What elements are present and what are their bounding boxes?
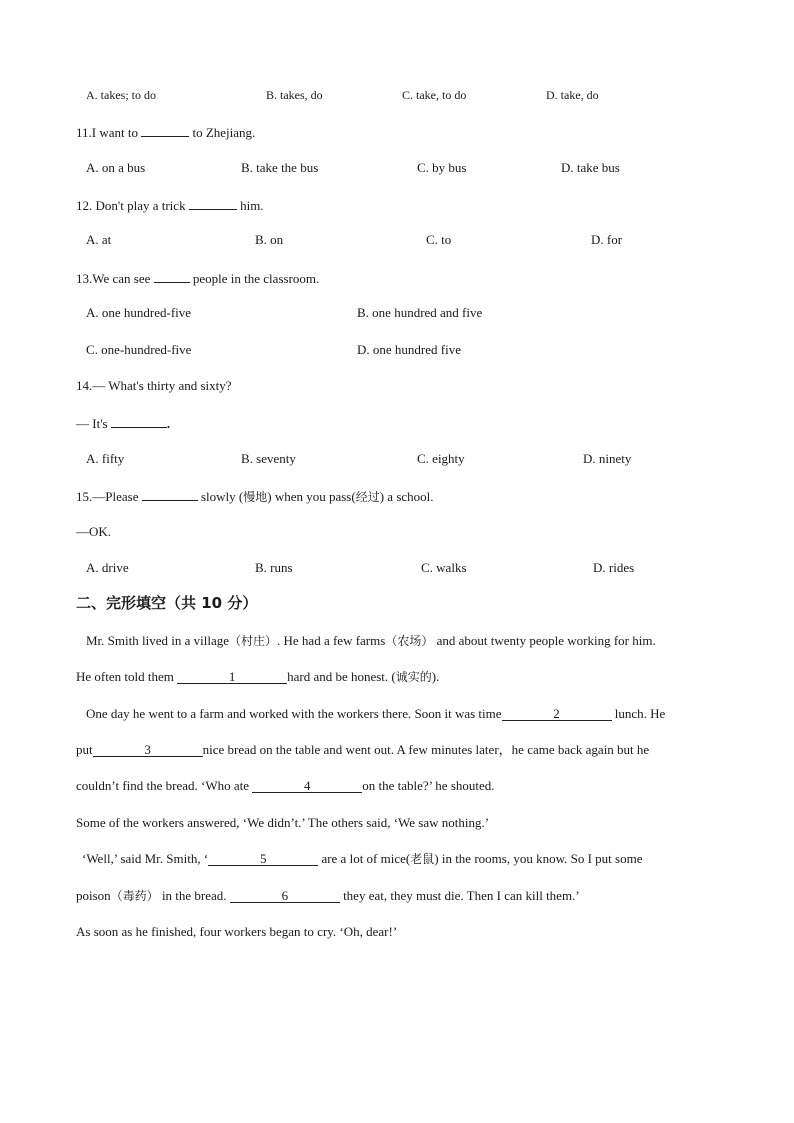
blank-2: 2: [502, 707, 612, 721]
q10-option-b: B. takes, do: [266, 88, 323, 102]
q11-option-d: D. take bus: [561, 160, 620, 175]
q14-option-b: B. seventy: [241, 451, 296, 466]
q12-stem-after: him.: [236, 198, 264, 213]
q11-stem-before: 11.I want to: [76, 125, 142, 140]
q11-stem-after: to Zhejiang.: [189, 125, 256, 140]
passage-text: he came back again but he: [511, 742, 650, 757]
passage-line-7: [82, 851, 642, 867]
passage-text: ).: [431, 669, 440, 684]
q11-option-b: B. take the bus: [241, 160, 319, 175]
passage-text: One day he went to a farm and worked with the workers there. Soon it was time: [86, 706, 502, 721]
passage-text: they eat, they must die. Then I can kill them.’: [339, 888, 580, 903]
passage-text: He often told them: [76, 669, 178, 684]
passage-line-9: As soon as he finished, four workers began to cry. ‘Oh, dear!’: [76, 924, 398, 939]
q13-blank: [154, 269, 190, 283]
blank-4: 4: [252, 779, 362, 793]
q11-option-c: C. by bus: [417, 160, 467, 175]
passage-text: ) in the rooms, you know. So I put some: [434, 851, 643, 866]
passage-text: are a lot of mice(: [318, 851, 411, 866]
passage-text: on the table?’ he shouted.: [362, 778, 495, 793]
q11-option-a: A. on a bus: [86, 160, 146, 175]
q14-option-a: A. fifty: [86, 451, 125, 466]
passage-text: poison: [76, 888, 111, 903]
q13-option-b: B. one hundred and five: [357, 305, 483, 320]
q13-option-c: C. one-hundred-five: [86, 342, 192, 357]
blank-6: 6: [230, 889, 340, 903]
q14-stem: 14.— What's thirty and sixty?: [76, 378, 232, 393]
q13-stem-before: 13.We can see: [76, 271, 154, 286]
passage-text: and about twenty people working for him.: [433, 633, 656, 648]
passage-text: ‘Well,’ said Mr. Smith, ‘: [82, 851, 209, 866]
passage-text: ，: [498, 742, 512, 757]
section-title: 二、完形填空（共 10 分）: [76, 594, 258, 612]
blank-3: 3: [93, 743, 203, 757]
q12-stem-before: 12. Don't play a trick: [76, 198, 189, 213]
q15-stem-mid2: ) when you pass(: [267, 489, 356, 504]
passage-text: put: [76, 742, 93, 757]
blank-1: 1: [177, 670, 287, 684]
q10-option-a: A. takes; to do: [86, 88, 156, 102]
q12-option-c: C. to: [426, 232, 452, 247]
q14-blank: [111, 414, 167, 428]
passage-line-6: Some of the workers answered, ‘We didn’t.’ The others said, ‘We saw nothing.’: [76, 815, 490, 830]
blank-5: 5: [208, 852, 318, 866]
q12-blank: [189, 196, 237, 210]
q15-stem-mid1: slowly (: [197, 489, 244, 504]
passage-cjk-village: （村庄）: [229, 634, 278, 648]
passage-line-1: [86, 633, 656, 649]
q12-option-b: B. on: [255, 232, 284, 247]
q12-stem: [76, 196, 264, 214]
q11-blank: [141, 123, 189, 137]
passage-cjk-honest: 诚实的: [395, 670, 432, 684]
passage-line-8: [76, 888, 580, 904]
passage-text: hard and be honest. (: [287, 669, 396, 684]
q15-stem-after: ) a school.: [379, 489, 434, 504]
q15-option-d: D. rides: [593, 560, 635, 575]
q15-cjk-slowly: 慢地: [243, 490, 268, 504]
q13-option-d: D. one hundred five: [357, 342, 461, 357]
q13-option-a: A. one hundred-five: [86, 305, 192, 320]
q13-stem: [76, 269, 319, 287]
q15-option-a: A. drive: [86, 560, 129, 575]
passage-cjk-poison: （毒药）: [110, 889, 159, 903]
q15-reply: —OK.: [76, 524, 112, 539]
passage-line-4: [76, 742, 649, 758]
q14-answer-after: .: [166, 416, 171, 431]
q15-option-b: B. runs: [255, 560, 293, 575]
q12-option-a: A. at: [86, 232, 112, 247]
q10-option-d: D. take, do: [546, 88, 599, 102]
q15-stem: [76, 487, 434, 505]
q15-option-c: C. walks: [421, 560, 467, 575]
passage-text: . He had a few farms: [277, 633, 386, 648]
passage-cjk-mice: 老鼠: [410, 852, 435, 866]
passage-line-5: [76, 778, 495, 794]
q15-blank: [142, 487, 198, 501]
q15-stem-before: 15.—Please: [76, 489, 142, 504]
passage-text: Mr. Smith lived in a village: [86, 633, 229, 648]
passage-text: nice bread on the table and went out. A few minutes later: [202, 742, 499, 757]
passage-text: in the bread.: [158, 888, 230, 903]
q14-option-c: C. eighty: [417, 451, 465, 466]
q14-answer-before: — It's: [76, 416, 111, 431]
q14-answer: [76, 414, 170, 432]
passage-line-2: [76, 669, 439, 685]
passage-text: lunch. He: [611, 706, 666, 721]
q13-stem-after: people in the classroom.: [189, 271, 320, 286]
passage-text: couldn’t find the bread. ‘Who ate: [76, 778, 253, 793]
q14-option-d: D. ninety: [583, 451, 632, 466]
q12-option-d: D. for: [591, 232, 623, 247]
passage-line-3: [86, 706, 665, 722]
q10-option-c: C. take, to do: [402, 88, 467, 102]
passage-cjk-farms: （农场）: [385, 634, 434, 648]
q11-stem: [76, 123, 255, 141]
q15-cjk-pass: 经过: [355, 490, 380, 504]
